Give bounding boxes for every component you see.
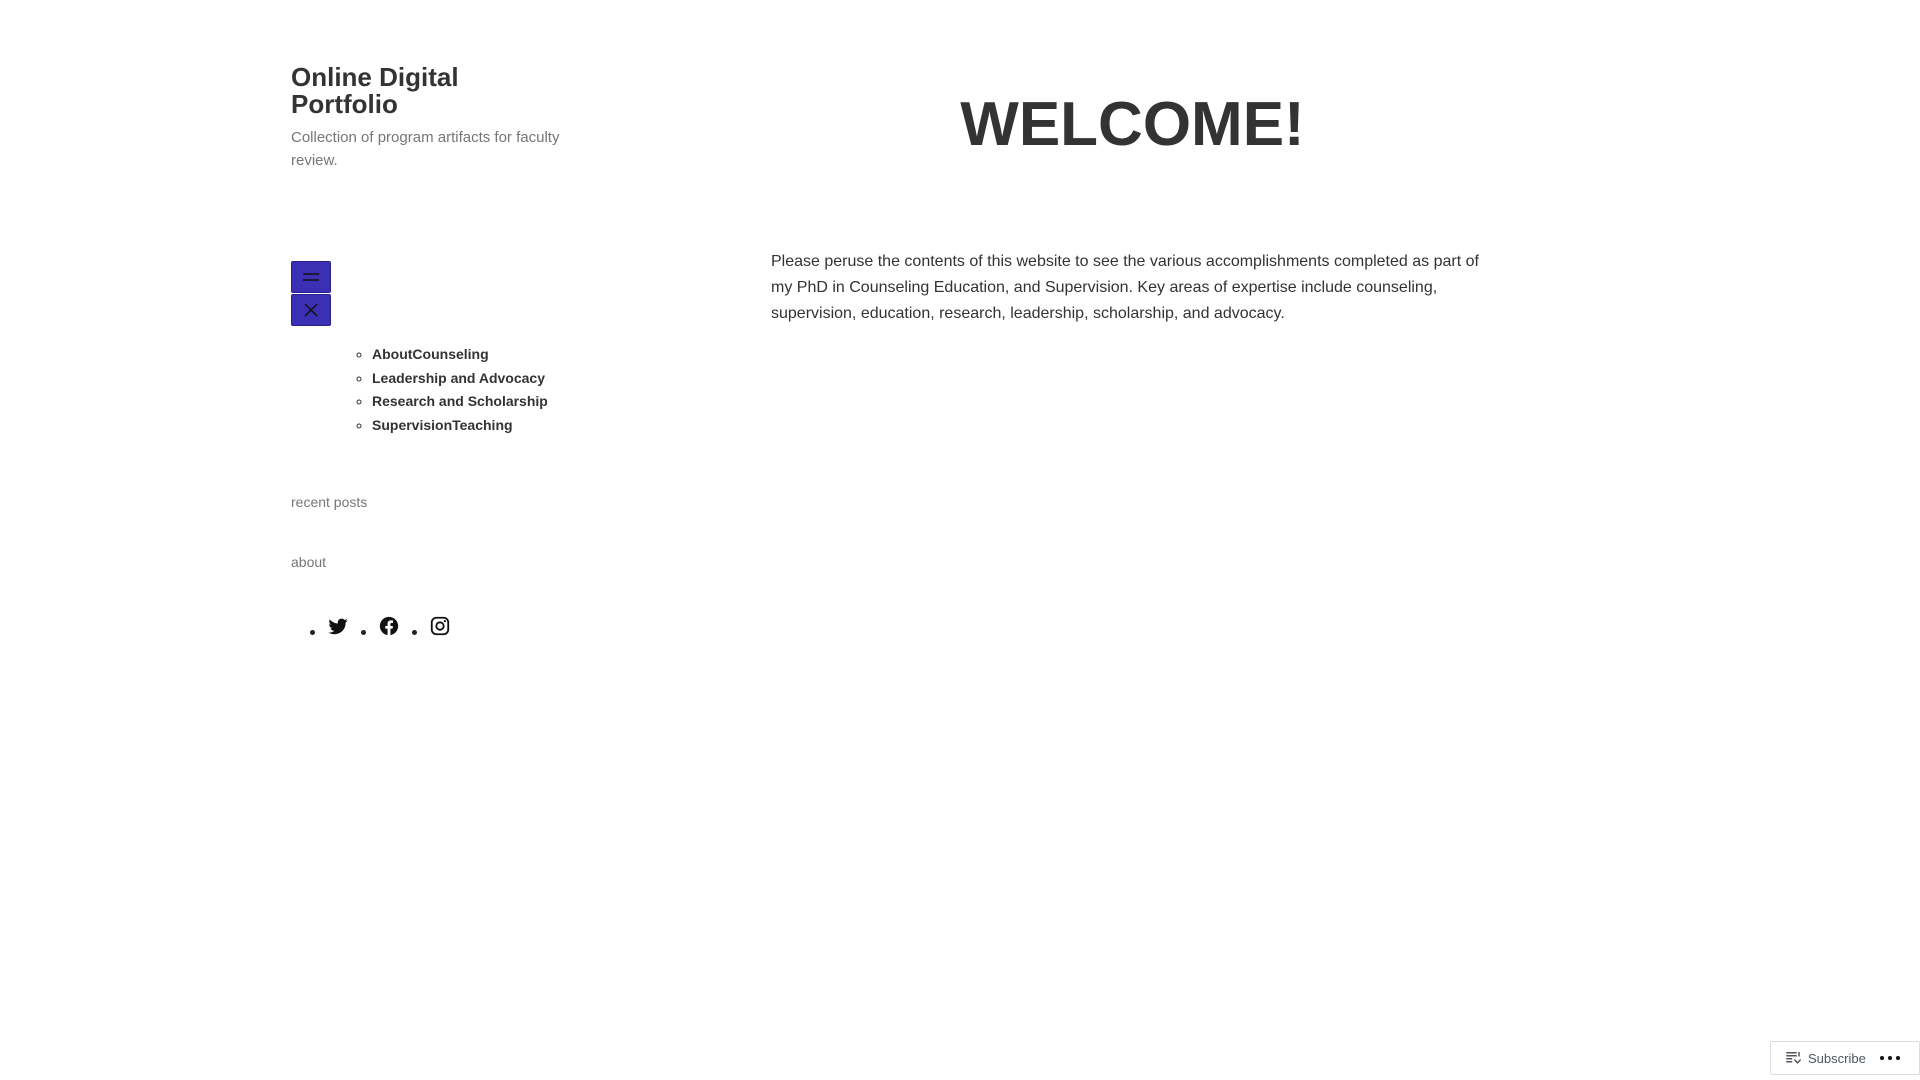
social-links — [310, 615, 463, 637]
list-bullet — [412, 630, 417, 635]
list-bullet — [361, 630, 366, 635]
menu-close-button[interactable] — [291, 294, 331, 326]
subscribe-label: Subscribe — [1808, 1050, 1866, 1066]
close-icon — [301, 300, 321, 320]
menu-toggle-group — [291, 261, 331, 327]
more-horizontal-icon — [1878, 1054, 1902, 1062]
site-header — [291, 64, 571, 172]
facebook-icon[interactable] — [378, 615, 400, 637]
menu-item-supervision-teaching[interactable]: SupervisionTeaching — [372, 416, 513, 433]
about-link[interactable]: about — [291, 554, 327, 570]
actionbar — [1770, 1041, 1920, 1075]
subscribe-button[interactable] — [1771, 1049, 1866, 1067]
menu-item-about-counseling[interactable]: AboutCounseling — [372, 346, 489, 362]
page-heading: WELCOME! — [960, 90, 1305, 159]
hamburger-icon — [301, 267, 321, 287]
menu-item — [372, 343, 548, 367]
list-bullet — [310, 630, 315, 635]
menu-item — [372, 414, 548, 438]
recent-posts-link[interactable]: recent posts — [291, 494, 368, 510]
primary-menu — [348, 343, 548, 437]
menu-item-research-scholarship[interactable]: Research and Scholarship — [372, 393, 548, 409]
menu-open-button[interactable] — [291, 261, 331, 293]
menu-item — [372, 367, 548, 391]
intro-paragraph: Please peruse the contents of this website to see the various accomplishments completed as part of my PhD in Counseling Education, and Supervision. Key areas of expertise include counseling, supervision, education, research, leadership, scholarship, and advocacy. — [771, 253, 1479, 322]
menu-item-leadership-advocacy[interactable]: Leadership and Advocacy — [372, 369, 545, 386]
instagram-icon[interactable] — [429, 615, 451, 637]
twitter-icon[interactable] — [327, 615, 349, 637]
site-title[interactable]: Online Digital Portfolio — [291, 62, 459, 119]
reader-icon — [1784, 1049, 1802, 1067]
more-options-button[interactable] — [1878, 1054, 1902, 1062]
menu-item — [372, 390, 548, 414]
site-description: Collection of program artifacts for faculty review. — [291, 129, 560, 169]
